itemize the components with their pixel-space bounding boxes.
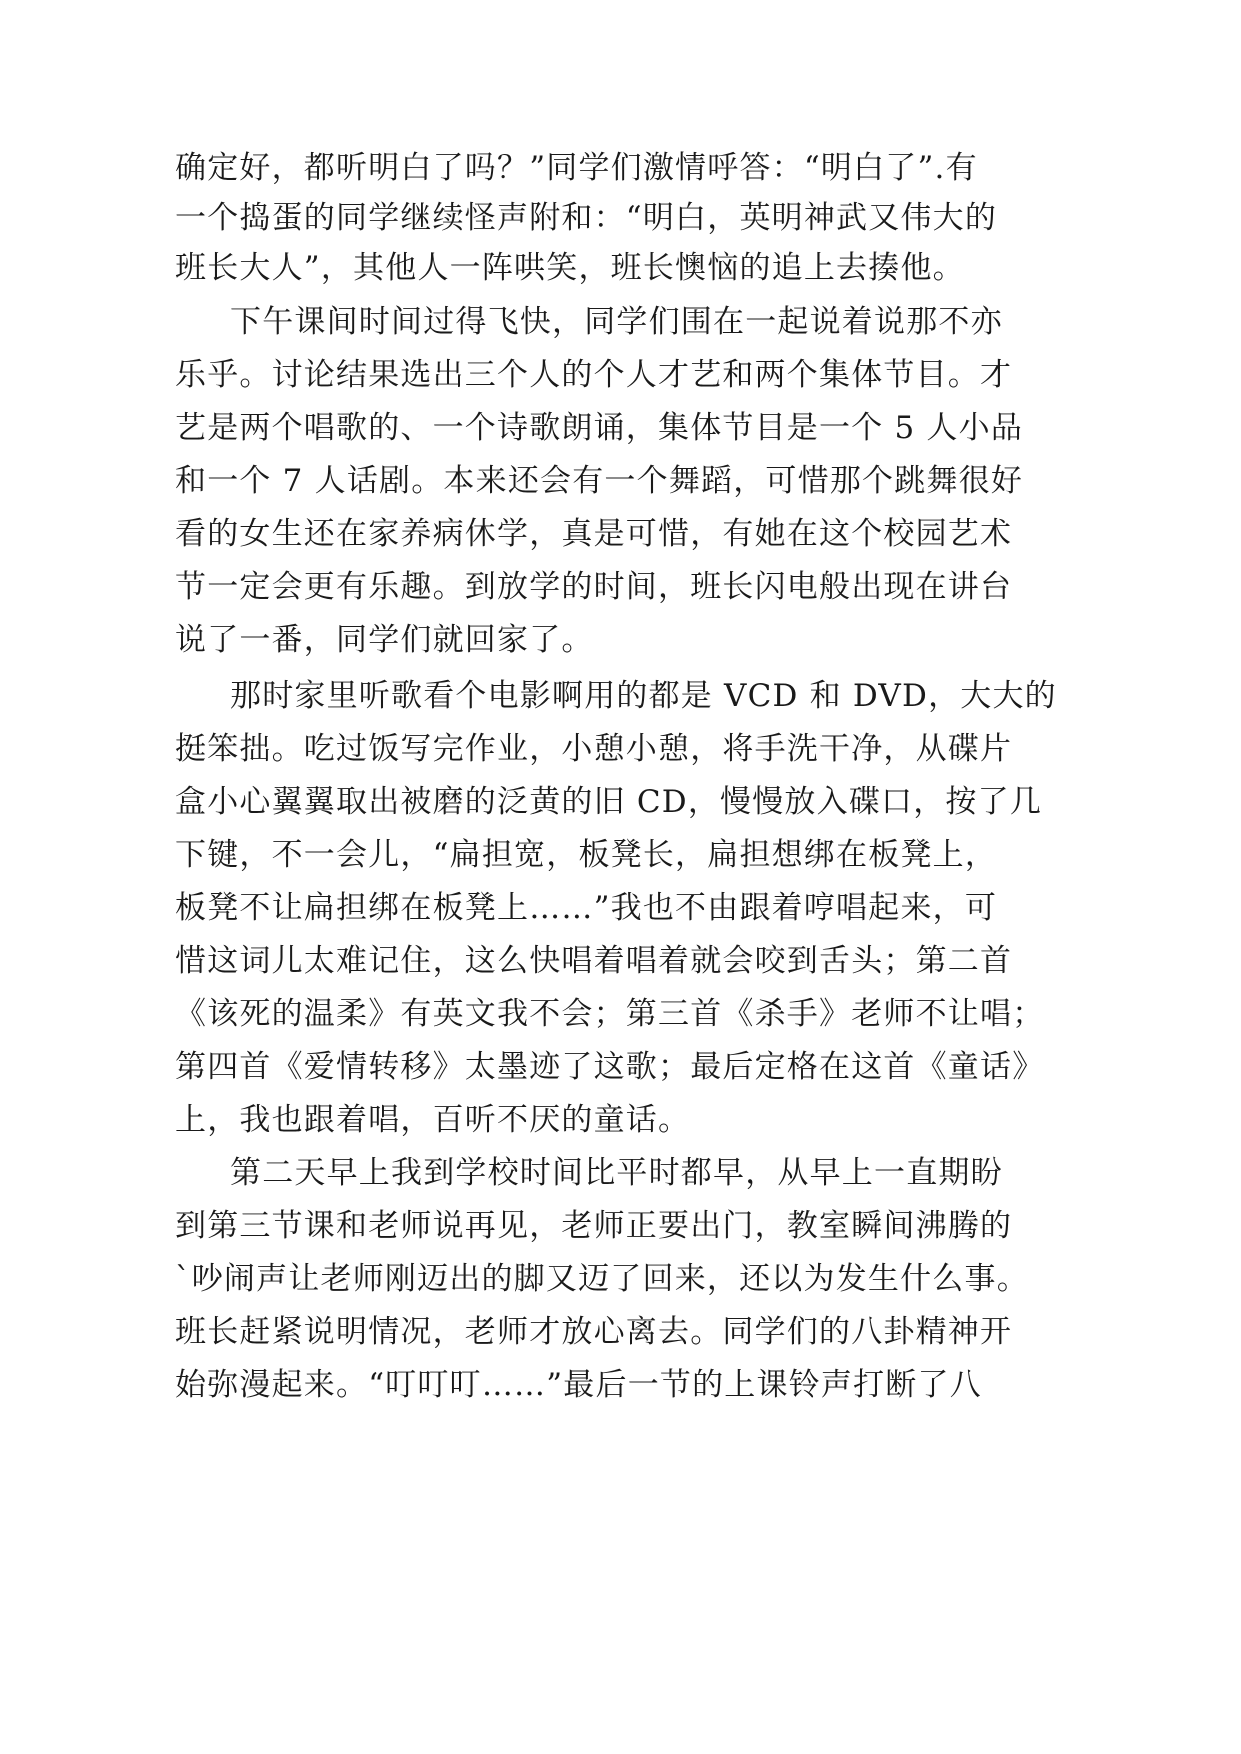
text-line: 说了一番，同学们就回家了。 bbox=[175, 622, 594, 658]
text-line: 看的女生还在家养病休学，真是可惜，有她在这个校园艺术 bbox=[175, 516, 1013, 552]
text-line: 第四首《爱情转移》太墨迹了这歌；最后定格在这首《童话》 bbox=[175, 1049, 1045, 1085]
text-line: 班长赶紧说明情况，老师才放心离去。同学们的八卦精神开 bbox=[175, 1314, 1013, 1350]
text-line: 下键，不一会儿，“扁担宽，板凳长，扁担想绑在板凳上， bbox=[175, 837, 998, 873]
text-line: `吵闹声让老师刚迈出的脚又迈了回来，还以为发生什么事。 bbox=[175, 1261, 1029, 1297]
text-line: 挺笨拙。吃过饭写完作业，小憩小憩，将手洗干净，从碟片 bbox=[175, 731, 1013, 767]
paragraph-first-line: 下午课间时间过得飞快，同学们围在一起说着说那不亦 bbox=[230, 304, 1003, 340]
text-line: 艺是两个唱歌的、一个诗歌朗诵，集体节目是一个 5 人小品 bbox=[175, 410, 1024, 446]
text-line: 和一个 7 人话剧。本来还会有一个舞蹈，可惜那个跳舞很好 bbox=[175, 463, 1024, 499]
text-line: 一个捣蛋的同学继续怪声附和：“明白，英明神武又伟大的 bbox=[175, 200, 998, 236]
text-line: 盒小心翼翼取出被磨的泛黄的旧 CD，慢慢放入碟口，按了几 bbox=[175, 784, 1043, 820]
text-line: 到第三节课和老师说再见，老师正要出门，教室瞬间沸腾的 bbox=[175, 1208, 1013, 1244]
paragraph-first-line: 那时家里听歌看个电影啊用的都是 VCD 和 DVD，大大的 bbox=[230, 678, 1057, 714]
text-line: 《该死的温柔》有英文我不会；第三首《杀手》老师不让唱； bbox=[175, 996, 1045, 1032]
text-line: 确定好，都听明白了吗？”同学们激情呼答：“明白了”.有 bbox=[175, 150, 978, 186]
text-line: 板凳不让扁担绑在板凳上……”我也不由跟着哼唱起来，可 bbox=[175, 890, 998, 926]
text-line: 始弥漫起来。“叮叮叮……”最后一节的上课铃声打断了八 bbox=[175, 1367, 982, 1403]
text-line: 班长大人”，其他人一阵哄笑，班长懊恼的追上去揍他。 bbox=[175, 250, 965, 286]
paragraph-first-line: 第二天早上我到学校时间比平时都早，从早上一直期盼 bbox=[230, 1155, 1003, 1191]
text-line: 乐乎。讨论结果选出三个人的个人才艺和两个集体节目。才 bbox=[175, 357, 1013, 393]
text-line: 节一定会更有乐趣。到放学的时间，班长闪电般出现在讲台 bbox=[175, 569, 1013, 605]
text-line: 惜这词儿太难记住，这么快唱着唱着就会咬到舌头；第二首 bbox=[175, 943, 1013, 979]
text-line: 上，我也跟着唱，百听不厌的童话。 bbox=[175, 1102, 691, 1138]
